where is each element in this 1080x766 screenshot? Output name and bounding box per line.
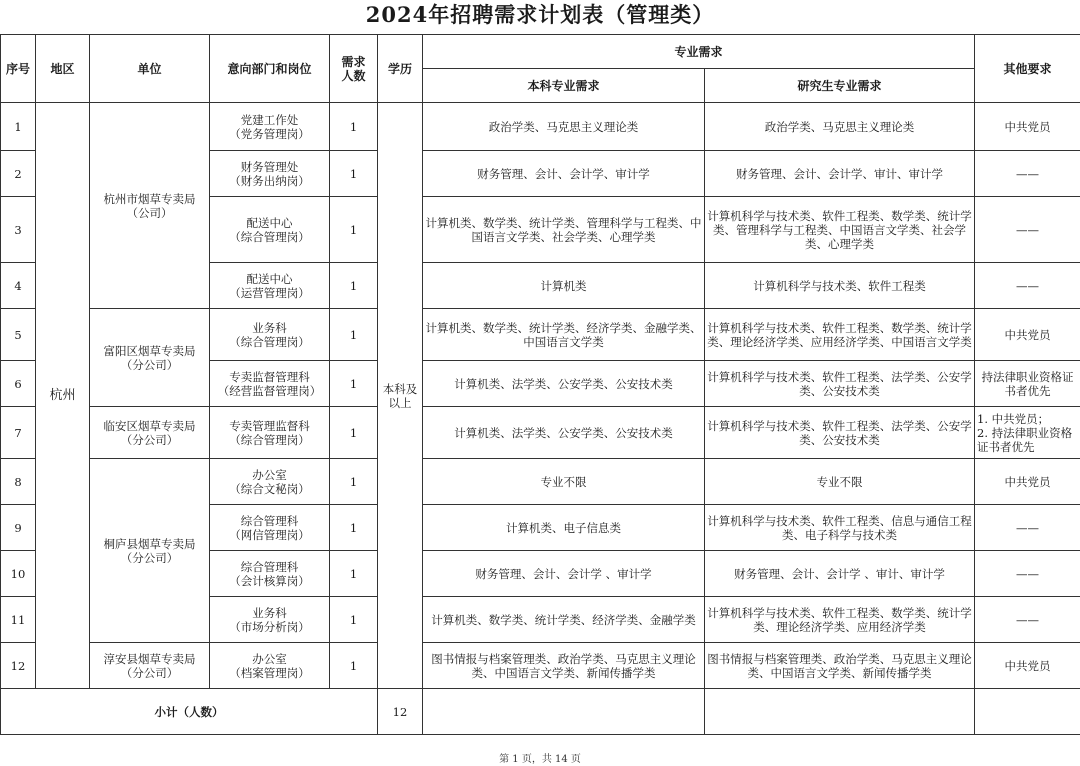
subtotal-row — [1, 689, 1080, 735]
graduate-cell: 财务管理、会计、会计学 、审计、审计学 — [705, 551, 975, 597]
unit-cell: 淳安县烟草专卖局 （分公司） — [90, 643, 210, 689]
bachelor-cell: 计算机类、法学类、公安学类、公安技术类 — [423, 407, 705, 459]
row-seq: 8 — [1, 459, 36, 505]
graduate-cell: 计算机科学与技术类、软件工程类、数学类、统计学类、管理科学与工程类、中国语言文学类、社会学类、心理学类 — [705, 197, 975, 263]
subtotal-empty — [423, 689, 705, 735]
dept-cell: 综合管理科 （会计核算岗） — [210, 551, 330, 597]
table-row — [1, 103, 1080, 151]
header-count: 需求 人数 — [330, 35, 378, 103]
subtotal-label: 小计（人数） — [1, 689, 378, 735]
row-seq: 12 — [1, 643, 36, 689]
graduate-cell: 计算机科学与技术类、软件工程类 — [705, 263, 975, 309]
graduate-cell: 计算机科学与技术类、软件工程类、数学类、统计学类、理论经济学类、应用经济学类、中国语言文学类 — [705, 309, 975, 361]
other-cell: 中共党员 — [975, 459, 1080, 505]
bachelor-cell: 专业不限 — [423, 459, 705, 505]
dept-cell: 配送中心 （运营管理岗） — [210, 263, 330, 309]
header-row — [1, 35, 1080, 69]
header-seq: 序号 — [1, 35, 36, 103]
count-cell: 1 — [330, 459, 378, 505]
bachelor-cell: 计算机类 — [423, 263, 705, 309]
page-title: 2024年招聘需求计划表（管理类） — [365, 2, 715, 27]
unit-cell: 富阳区烟草专卖局 （分公司） — [90, 309, 210, 407]
other-cell: —— — [975, 505, 1080, 551]
count-cell: 1 — [330, 407, 378, 459]
bachelor-cell: 政治学类、马克思主义理论类 — [423, 103, 705, 151]
row-seq: 2 — [1, 151, 36, 197]
graduate-cell: 计算机科学与技术类、软件工程类、信息与通信工程类、电子科学与技术类 — [705, 505, 975, 551]
other-cell: —— — [975, 197, 1080, 263]
header-major: 专业需求 — [423, 35, 975, 69]
bachelor-cell: 财务管理、会计、会计学、审计学 — [423, 151, 705, 197]
region-cell: 杭州 — [36, 103, 90, 689]
bachelor-cell: 计算机类、数学类、统计学类、经济学类、金融学类 — [423, 597, 705, 643]
row-seq: 11 — [1, 597, 36, 643]
table-row — [1, 407, 1080, 459]
row-seq: 5 — [1, 309, 36, 361]
row-seq: 1 — [1, 103, 36, 151]
recruitment-table — [0, 34, 1080, 735]
row-seq: 4 — [1, 263, 36, 309]
subtotal-count: 12 — [378, 689, 423, 735]
bachelor-cell: 计算机类、法学类、公安学类、公安技术类 — [423, 361, 705, 407]
other-cell: —— — [975, 551, 1080, 597]
dept-cell: 办公室 （综合文秘岗） — [210, 459, 330, 505]
header-other: 其他要求 — [975, 35, 1080, 103]
other-cell: 持法律职业资格证书者优先 — [975, 361, 1080, 407]
table-row — [1, 459, 1080, 505]
education-cell: 本科及 以上 — [378, 103, 423, 689]
row-seq: 10 — [1, 551, 36, 597]
bachelor-cell: 计算机类、数学类、统计学类、经济学类、金融学类、中国语言文学类 — [423, 309, 705, 361]
page-footer: 第 1 页，共 14 页 — [499, 754, 581, 765]
graduate-cell: 专业不限 — [705, 459, 975, 505]
bachelor-cell: 计算机类、数学类、统计学类、管理科学与工程类、中国语言文学类、社会学类、心理学类 — [423, 197, 705, 263]
header-bachelor: 本科专业需求 — [423, 69, 705, 103]
other-cell: —— — [975, 151, 1080, 197]
bachelor-cell: 图书情报与档案管理类、政治学类、马克思主义理论类、中国语言文学类、新闻传播学类 — [423, 643, 705, 689]
row-seq: 3 — [1, 197, 36, 263]
dept-cell: 专卖监督管理科 （经营监督管理岗） — [210, 361, 330, 407]
graduate-cell: 计算机科学与技术类、软件工程类、数学类、统计学类、理论经济学类、应用经济学类 — [705, 597, 975, 643]
count-cell: 1 — [330, 151, 378, 197]
count-cell: 1 — [330, 103, 378, 151]
other-cell: —— — [975, 263, 1080, 309]
count-cell: 1 — [330, 551, 378, 597]
count-cell: 1 — [330, 505, 378, 551]
count-cell: 1 — [330, 361, 378, 407]
other-cell: —— — [975, 597, 1080, 643]
dept-cell: 专卖管理监督科 （综合管理岗） — [210, 407, 330, 459]
count-cell: 1 — [330, 197, 378, 263]
row-seq: 9 — [1, 505, 36, 551]
header-unit: 单位 — [90, 35, 210, 103]
dept-cell: 业务科 （综合管理岗） — [210, 309, 330, 361]
dept-cell: 配送中心 （综合管理岗） — [210, 197, 330, 263]
other-cell: 中共党员 — [975, 643, 1080, 689]
count-cell: 1 — [330, 597, 378, 643]
row-seq: 6 — [1, 361, 36, 407]
graduate-cell: 政治学类、马克思主义理论类 — [705, 103, 975, 151]
unit-cell: 桐庐县烟草专卖局 （分公司） — [90, 459, 210, 643]
other-cell: 1. 中共党员； 2. 持法律职业资格证书者优先 — [975, 407, 1080, 459]
graduate-cell: 图书情报与档案管理类、政治学类、马克思主义理论类、中国语言文学类、新闻传播学类 — [705, 643, 975, 689]
header-edu: 学历 — [378, 35, 423, 103]
subtotal-empty — [975, 689, 1080, 735]
dept-cell: 业务科 （市场分析岗） — [210, 597, 330, 643]
bachelor-cell: 计算机类、电子信息类 — [423, 505, 705, 551]
graduate-cell: 计算机科学与技术类、软件工程类、法学类、公安学类、公安技术类 — [705, 361, 975, 407]
header-graduate: 研究生专业需求 — [705, 69, 975, 103]
count-cell: 1 — [330, 643, 378, 689]
unit-cell: 杭州市烟草专卖局 （公司） — [90, 103, 210, 309]
other-cell: 中共党员 — [975, 309, 1080, 361]
bachelor-cell: 财务管理、会计、会计学 、审计学 — [423, 551, 705, 597]
row-seq: 7 — [1, 407, 36, 459]
count-cell: 1 — [330, 309, 378, 361]
header-dept: 意向部门和岗位 — [210, 35, 330, 103]
unit-cell: 临安区烟草专卖局 （分公司） — [90, 407, 210, 459]
dept-cell: 办公室 （档案管理岗） — [210, 643, 330, 689]
dept-cell: 财务管理处 （财务出纳岗） — [210, 151, 330, 197]
graduate-cell: 财务管理、会计、会计学、审计、审计学 — [705, 151, 975, 197]
subtotal-empty — [705, 689, 975, 735]
table-row — [1, 643, 1080, 689]
dept-cell: 党建工作处 （党务管理岗） — [210, 103, 330, 151]
table-row — [1, 309, 1080, 361]
other-cell: 中共党员 — [975, 103, 1080, 151]
graduate-cell: 计算机科学与技术类、软件工程类、法学类、公安学类、公安技术类 — [705, 407, 975, 459]
count-cell: 1 — [330, 263, 378, 309]
header-region: 地区 — [36, 35, 90, 103]
dept-cell: 综合管理科 （网信管理岗） — [210, 505, 330, 551]
